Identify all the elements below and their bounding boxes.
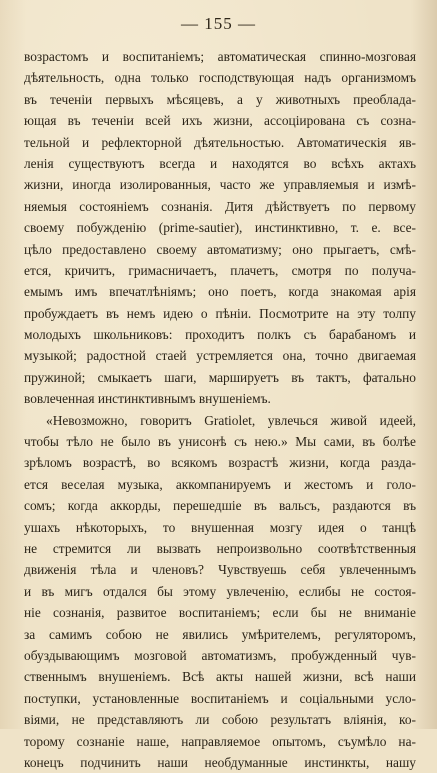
text-line: музыкой; радостной стаей устремляется она, точно двигаемая xyxy=(24,348,416,364)
text-line: ется, кричитъ, гримасничаетъ, плачетъ, смотря по получа- xyxy=(24,262,416,278)
text-line: торому сознаніе наше, направляемое опытомъ, съумѣло на- xyxy=(24,733,416,749)
text-line: чтобы тѣло не было въ унисонѣ съ нею.» Мы сами, въ болѣе xyxy=(24,434,416,450)
page-number: — 155 — xyxy=(181,14,256,33)
text-line: емымъ имъ впечатлѣніямъ; оно поетъ, когда знакомая арія xyxy=(24,284,416,300)
text-line: поступки, установленные воспитаніемъ и соціальными усло- xyxy=(24,690,416,706)
text-line: зрѣломъ возрастѣ, во всякомъ возрастѣ жизни, когда разда- xyxy=(24,455,416,471)
text-line: няемыя состояніемъ сознанія. Дитя дѣйствуетъ по первому xyxy=(24,198,416,214)
text-line: ющая въ теченіи всей ихъ жизни, ассоціирована съ сознa- xyxy=(24,113,416,129)
text-line: жизни, иногда изолированныя, часто же управляемыя и измѣ- xyxy=(24,177,416,193)
body-text xyxy=(24,46,416,773)
text-line: ственнымъ внушеніемъ. Всѣ акты нашей жизни, всѣ наши xyxy=(24,669,416,685)
text-line: ется веселая музыка, аккомпанируемъ и жестомъ и голо- xyxy=(24,476,416,492)
text-line: пружиной; смыкаетъ шаги, маршируетъ въ тактъ, фатально xyxy=(24,369,416,385)
text-line: ленія существуютъ всегда и находятся во всѣхъ актахъ xyxy=(24,155,416,171)
text-line: за самимъ собою не явились умѣрителемъ, регуляторомъ, xyxy=(24,626,416,642)
text-line: обуздывающимъ мозговой автоматизмъ, пробужденный чув- xyxy=(24,647,416,663)
paragraph-1 xyxy=(24,46,416,410)
text-line: молодыхъ школьниковъ: проходитъ полкъ съ барабаномъ и xyxy=(24,327,416,343)
text-line: дѣятельность, одна только господствующая надъ организмомъ xyxy=(24,70,416,86)
text-line: пробуждаетъ въ немъ идею о пѣніи. Посмотрите на эту толпу xyxy=(24,305,416,321)
text-line: цѣло предоставлено своему автоматизму; оно прыгаетъ, смѣ- xyxy=(24,241,416,257)
text-line: ушахъ нѣкоторыхъ, то внушенная мозгу идея о танцѣ xyxy=(24,519,416,535)
text-line: движенія тѣла и членовъ? Чувствуешь себя увлеченнымъ xyxy=(24,562,416,578)
text-line: въ теченіи первыхъ мѣсяцевъ, а у животныхъ преоблада- xyxy=(24,91,416,107)
text-line: конецъ подчинить наши необдуманные инстинкты, нашу xyxy=(24,754,416,770)
text-line: вовлеченная инстинктивнымъ внушеніемъ. xyxy=(24,391,271,407)
text-line: ніе сознанія, развитое воспитаніемъ; если бы не вниманіе xyxy=(24,605,416,621)
text-line: возрастомъ и воспитаніемъ; автоматическая спинно-мозговая xyxy=(24,49,416,64)
paragraph-2 xyxy=(24,410,416,773)
text-line: своему побужденію (prime-sautier), инстинктивно, т. е. все- xyxy=(24,220,416,236)
text-line: не стремится ли вызвать непроизвольно соотвѣтственныя xyxy=(24,540,416,556)
text-line: и въ мигъ отдался бы этому увлеченію, еслибы не состоя- xyxy=(24,583,416,599)
text-line: сомъ; когда аккорды, перешедшіе въ вальсъ, раздаются въ xyxy=(24,498,416,514)
text-line: віями, не представляютъ ли собою результатъ вліянія, ко- xyxy=(24,712,416,728)
text-line: тельной и рефлекторной дѣятельностью. Автоматическія яв- xyxy=(24,134,416,150)
text-line: «Невозможно, говоритъ Gratiolet, увлечься живой идеей, xyxy=(46,412,416,428)
